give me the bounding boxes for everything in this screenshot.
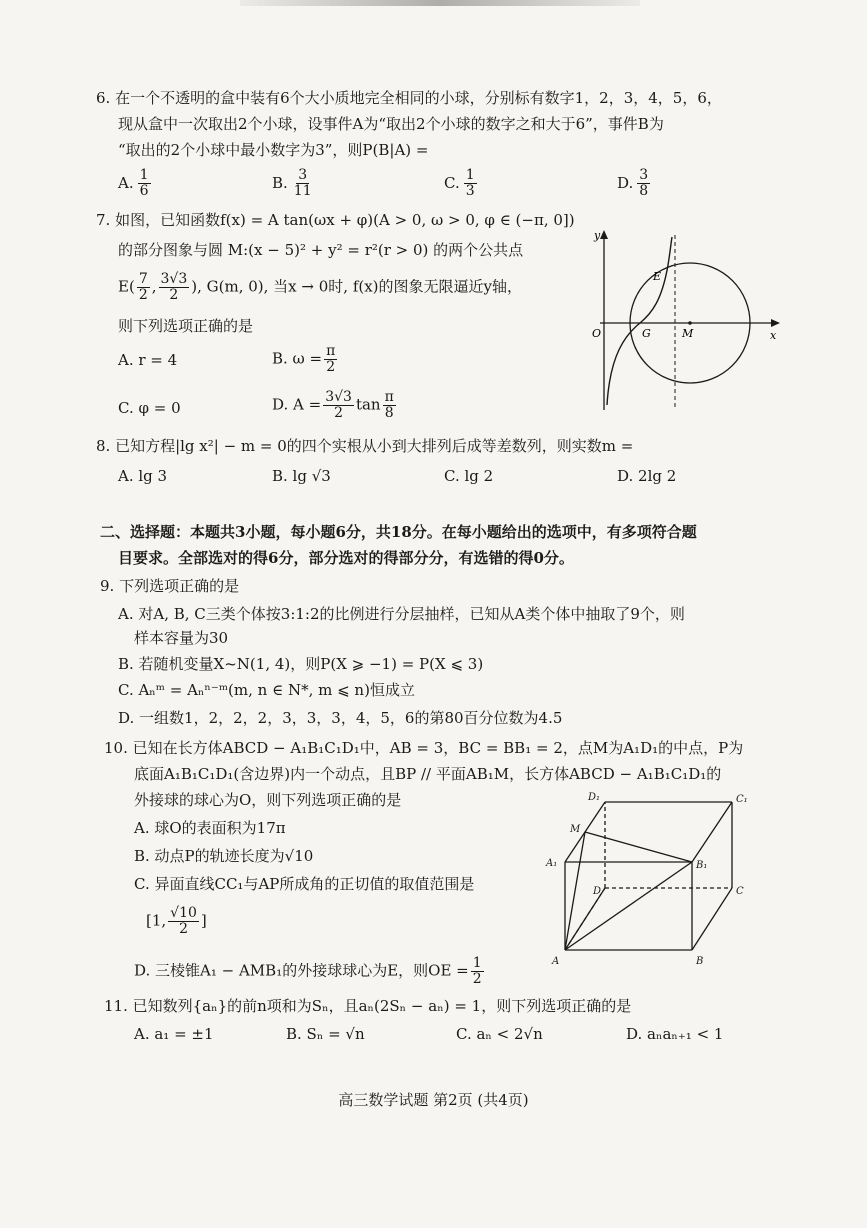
label-d1: D₁ xyxy=(588,792,601,803)
q7-option-d: D. A = $\frac{3√3}{2}$ tan $\frac{\pi}{8}$ xyxy=(272,389,394,421)
q6-option-b: B. $\frac{3}{11}$ xyxy=(272,167,312,199)
q7-option-c: C. φ = 0 xyxy=(118,399,181,417)
label-a: A xyxy=(552,956,560,967)
q6-option-c: C. $\frac{1}{3}$ xyxy=(444,167,475,199)
q10-option-d: D. 三棱锥A₁ − AMB₁的外接球球心为E，则OE = $\frac{1}{2}$ xyxy=(134,955,482,987)
q8-option-a: A. lg 3 xyxy=(118,467,168,485)
q7-line4: 则下列选项正确的是 xyxy=(118,317,254,335)
q10-line2: 底面A₁B₁C₁D₁(含边界)内一个动点，且BP // 平面AB₁M，长方体ABCD − A₁B₁C₁D₁的 xyxy=(134,765,722,783)
page-footer: 高三数学试题 第2页 (共4页) xyxy=(338,1091,529,1109)
label-m: M xyxy=(570,824,581,835)
q11-option-a: A. a₁ = ±1 xyxy=(134,1025,214,1043)
q7-line1: 7. 如图，已知函数f(x) = A tan(ωx + φ)(A > 0, ω > 0, φ ∈ (−π, 0]) xyxy=(96,211,575,229)
q9-line1: 9. 下列选项正确的是 xyxy=(100,577,240,595)
q10-line3: 外接球的球心为O，则下列选项正确的是 xyxy=(134,791,402,809)
q9-option-d: D. 一组数1，2，2，2，3，3，3，4，5，6的第80百分位数为4.5 xyxy=(118,709,563,727)
q7-option-a: A. r = 4 xyxy=(118,351,178,369)
label-b1: B₁ xyxy=(696,860,708,871)
center-point xyxy=(688,321,692,325)
q9-option-c: C. Aₙᵐ = Aₙⁿ⁻ᵐ(m, n ∈ N*, m ⩽ n)恒成立 xyxy=(118,681,415,699)
q8-option-c: C. lg 2 xyxy=(444,467,494,485)
q7-option-b: B. ω = $\frac{\pi}{2}$ xyxy=(272,343,336,375)
q8-line1: 8. 已知方程|lg x²| − m = 0的四个实根从小到大排列后成等差数列，则实数m = xyxy=(96,437,634,455)
label-b: B xyxy=(696,956,704,967)
q7-function-graph xyxy=(580,225,790,415)
q10-option-c: C. 异面直线CC₁与AP所成角的正切值的取值范围是 xyxy=(134,875,475,893)
q10-option-a: A. 球O的表面积为17π xyxy=(134,819,286,837)
q6-line2: 现从盒中一次取出2个小球，设事件A为“取出2个小球的数字之和大于6”，事件B为 xyxy=(118,115,664,133)
tan-curve xyxy=(607,237,672,405)
q11-option-b: B. Sₙ = √n xyxy=(286,1025,365,1043)
q9-option-b: B. 若随机变量X~N(1, 4)，则P(X ⩾ −1) = P(X ⩽ 3) xyxy=(118,655,484,673)
q8-option-b: B. lg √3 xyxy=(272,467,331,485)
q7-line3: E( $\frac{7}{2}$ , $\frac{3√3}{2}$ ), G(m, 0), 当x → 0时, f(x)的图象无限逼近y轴， xyxy=(118,271,523,303)
q9-option-a-line2: 样本容量为30 xyxy=(134,629,229,647)
q11-option-d: D. aₙaₙ₊₁ < 1 xyxy=(626,1025,724,1043)
section2-line2: 目要求。全部选对的得6分，部分选对的得部分分，有选错的得0分。 xyxy=(118,549,574,567)
y-axis-arrow-icon xyxy=(600,230,608,239)
label-e: E xyxy=(653,270,662,283)
label-y: y xyxy=(594,229,601,242)
scan-artifact xyxy=(240,0,640,6)
q9-option-a-line1: A. 对A, B, C三类个体按3:1:2的比例进行分层抽样，已知从A类个体中抽取了9个，则 xyxy=(118,605,685,623)
q10-line1: 10. 已知在长方体ABCD − A₁B₁C₁D₁中，AB = 3，BC = BB₁ = 2，点M为A₁D₁的中点，P为 xyxy=(104,739,744,757)
q11-line1: 11. 已知数列{aₙ}的前n项和为Sₙ，且aₙ(2Sₙ − aₙ) = 1，则下列选项正确的是 xyxy=(104,997,632,1015)
q6-line3: “取出的2个小球中最小数字为3”，则P(B|A) = xyxy=(118,141,429,159)
label-c1: C₁ xyxy=(736,794,748,805)
label-m: M xyxy=(682,327,694,340)
q6-line1: 6. 在一个不透明的盒中装有6个大小质地完全相同的小球，分别标有数字1，2，3，4，5，6， xyxy=(96,89,722,107)
q8-option-d: D. 2lg 2 xyxy=(617,467,677,485)
label-g: G xyxy=(642,327,651,340)
label-a1: A₁ xyxy=(546,858,558,869)
q11-option-c: C. aₙ < 2√n xyxy=(456,1025,543,1043)
q6-option-a: A. $\frac{1}{6}$ xyxy=(118,167,149,199)
x-axis-arrow-icon xyxy=(771,319,780,327)
label-c: C xyxy=(736,886,744,897)
q6-option-d: D. $\frac{3}{8}$ xyxy=(617,167,649,199)
label-o: O xyxy=(592,327,602,340)
section2-line1: 二、选择题：本题共3小题，每小题6分，共18分。在每小题给出的选项中，有多项符合题 xyxy=(100,523,697,541)
q10-option-b: B. 动点P的轨迹长度为√10 xyxy=(134,847,314,865)
q10-cuboid-figure xyxy=(540,790,770,970)
label-x: x xyxy=(770,329,777,342)
label-d: D xyxy=(593,886,602,897)
q10-option-c-range: [1, $\frac{√10}{2}$ ] xyxy=(146,905,207,937)
q7-line2: 的部分图象与圆 M:(x − 5)² + y² = r²(r > 0) 的两个公共点 xyxy=(118,241,524,259)
